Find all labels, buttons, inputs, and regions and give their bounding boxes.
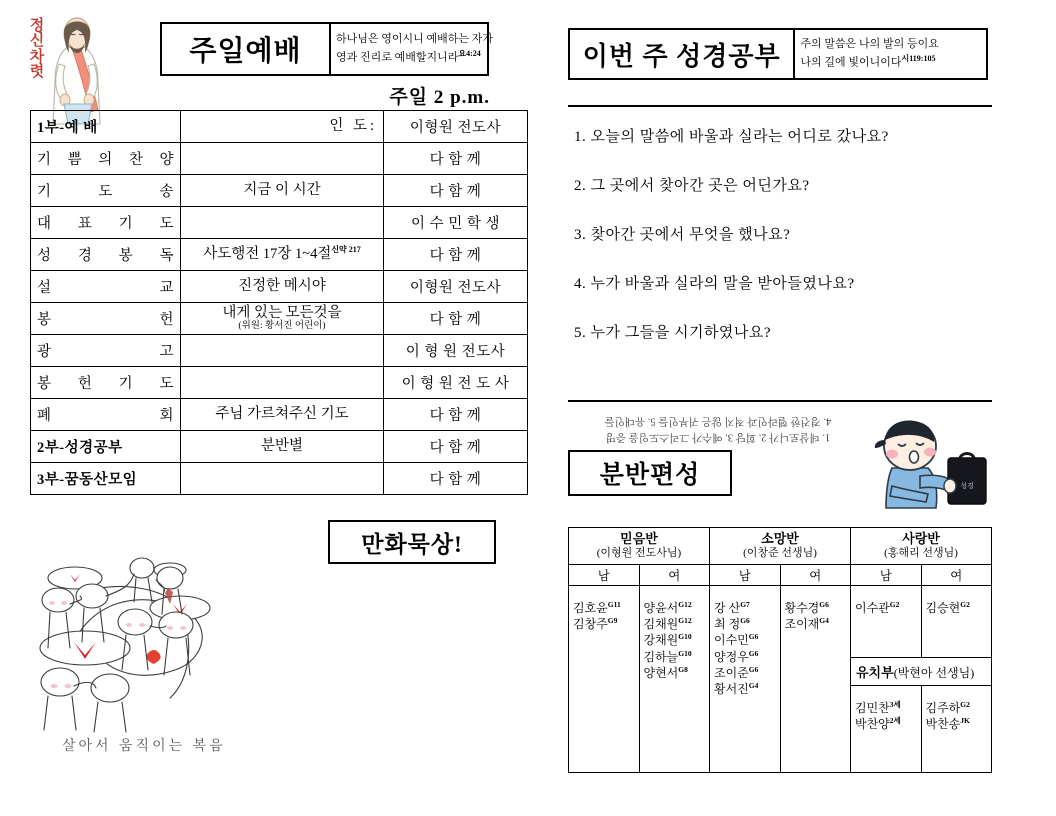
worship-detail-text: 진정한 메시야: [238, 277, 326, 294]
student-entry: [926, 600, 988, 616]
class-group-name: 소망반: [761, 531, 799, 546]
student-entry: [714, 600, 776, 616]
student-grade: G6: [748, 664, 759, 674]
worship-item-detail: [181, 271, 384, 303]
boy-with-bible-illustration: [862, 412, 994, 517]
worship-order-row: [31, 207, 528, 239]
bible-verse-line2-wrap: [800, 53, 981, 72]
student-grade: G2: [889, 600, 900, 609]
bible-study-question: 5. 누가 그들을 시기하였나요?: [574, 325, 772, 341]
answers-line-1: 1. 데살로니가 2. 회당 3. 예수가 그리스도임을 증명: [605, 431, 831, 443]
student-entry: [926, 700, 988, 716]
student-entry: [855, 716, 917, 732]
sunday-service-title: 주일예배: [189, 36, 302, 67]
worship-item-label: [37, 276, 174, 297]
kindergarten-student-list: [921, 686, 992, 773]
student-grade: JK: [960, 716, 970, 726]
worship-detail-note: (위원: 황서진 어린이): [238, 320, 326, 331]
student-name: 김주하: [925, 701, 961, 715]
student-grade: 3세: [889, 700, 901, 709]
worship-item-name: [31, 399, 181, 431]
class-group-header: [710, 528, 851, 565]
student-name: 양현서: [643, 665, 679, 680]
class-names-row: [569, 586, 992, 658]
worship-item-label: [37, 308, 174, 329]
student-entry: [644, 600, 706, 616]
student-grade: G4: [748, 680, 759, 690]
attention-label: [27, 18, 47, 79]
attention-char-1: 정: [29, 16, 45, 34]
student-name: 김하늘: [643, 649, 679, 664]
worship-order-table: [30, 110, 528, 495]
student-grade: G10: [678, 648, 692, 658]
student-entry: [785, 616, 847, 632]
student-entry: [644, 616, 706, 632]
student-entry: [573, 600, 635, 616]
worship-order-row: [31, 239, 528, 271]
student-entry: [644, 632, 706, 648]
worship-item-person: 이 형 원 전 도 사: [384, 367, 528, 399]
student-name: 김승현: [925, 601, 961, 615]
worship-item-char: 독: [159, 248, 174, 264]
student-name: 이수민: [714, 633, 749, 648]
worship-item-char: 설: [37, 280, 52, 296]
worship-item-person: 다 함 께: [384, 463, 528, 495]
worship-item-detail: [181, 335, 384, 367]
worship-detail-text: 지금 이 시간: [243, 181, 321, 198]
worship-item-label: [37, 340, 174, 361]
worship-order-row: [31, 303, 528, 335]
worship-item-name: 1부-예 배: [31, 111, 181, 143]
worship-item-detail: [181, 111, 384, 143]
bible-study-question: 1. 오늘의 말씀에 바울과 실라는 어디로 갔나요?: [574, 129, 889, 145]
bible-study-question: 4. 누가 바울과 실라의 말을 받아들였나요?: [574, 276, 855, 292]
bible-study-answers: [568, 413, 868, 445]
worship-item-detail: [181, 303, 384, 335]
student-name: 이수관: [855, 601, 890, 615]
student-grade: G12: [678, 600, 692, 609]
worship-item-char: 찬: [128, 152, 144, 168]
worship-order-row: [31, 143, 528, 175]
worship-item-name: [31, 303, 181, 335]
worship-item-detail: [181, 239, 384, 271]
student-name: 김호윤: [573, 601, 608, 615]
student-grade: G8: [678, 664, 688, 674]
bible-study-question: 2. 그 곳에서 찾아간 곳은 어딘가요?: [574, 178, 810, 194]
worship-item-name: 3부-꿈동산모임: [31, 463, 181, 495]
worship-order-body: [31, 111, 528, 495]
bible-study-question: 3. 찾아간 곳에서 무엇을 했나요?: [574, 227, 791, 243]
sunday-service-title-box: [160, 22, 494, 76]
worship-item-char: 기: [118, 376, 134, 392]
cartoon-illustration: [30, 530, 330, 740]
worship-item-detail: [181, 143, 384, 175]
worship-item-char: 도: [159, 216, 174, 232]
student-grade: G4: [819, 616, 829, 626]
class-assignment-title: 분반편성: [599, 462, 701, 489]
worship-item-name: [31, 335, 181, 367]
class-group-header: [569, 528, 710, 565]
bible-verse-line1: 주의 말씀은 나의 발의 등이요: [800, 37, 939, 50]
worship-order-row: [31, 335, 528, 367]
worship-item-label: [37, 148, 174, 169]
worship-item-char: 폐: [37, 408, 52, 424]
student-name: 최 정: [714, 617, 741, 632]
kindergarten-teacher: (박현아 선생님): [893, 666, 975, 680]
bible-verse-line2: 나의 길에 빛이니이다: [800, 56, 902, 69]
attention-char-2: 신: [29, 31, 45, 50]
student-grade: 2세: [889, 716, 901, 726]
worship-item-person: 이 형 원 전도사: [384, 335, 528, 367]
class-gender-header: 남: [851, 565, 922, 586]
student-grade: G12: [678, 616, 692, 626]
student-name: 김창주: [573, 617, 608, 632]
worship-item-detail: [181, 367, 384, 399]
student-entry: [714, 665, 776, 681]
worship-order-row: [31, 463, 528, 495]
cartoon-caption: 살아서 움직이는 복음: [62, 738, 226, 754]
worship-order-row: [31, 399, 528, 431]
attention-char-4: 렷: [29, 61, 45, 80]
worship-item-label: [37, 404, 174, 425]
worship-item-char: 봉: [37, 312, 52, 328]
class-assignment-title-box: [568, 450, 732, 496]
class-student-list: [851, 586, 922, 658]
worship-item-char: 교: [159, 280, 174, 296]
worship-item-char: 봉: [37, 376, 52, 392]
kindergarten-name: 유치부: [856, 665, 894, 680]
worship-item-char: 의: [98, 152, 113, 168]
class-student-list: [710, 586, 781, 773]
student-entry: [573, 616, 635, 632]
worship-item-detail: [181, 463, 384, 495]
worship-item-label: [37, 244, 174, 265]
student-name: 강채원: [643, 633, 679, 648]
bible-verse-ref: 시119:105: [901, 53, 936, 63]
class-assignment-body: [569, 528, 992, 773]
student-name: 박찬양: [855, 717, 890, 732]
bible-study-questions: [574, 125, 994, 370]
worship-item-char: 회: [159, 408, 174, 424]
worship-order-row: [31, 367, 528, 399]
worship-leader-label: 인 도:: [329, 117, 377, 134]
sunday-verse-line2: 영과 진리로 예배할지니라: [336, 51, 459, 64]
cartoon-meditation-title: 만화묵상!: [361, 531, 463, 557]
student-name: 강 산: [714, 601, 741, 615]
student-grade: G6: [819, 600, 829, 609]
worship-order-row: [31, 431, 528, 463]
worship-item-char: 도: [98, 184, 113, 200]
class-group-teacher: (홍해리 선생님): [884, 547, 958, 560]
student-grade: G10: [678, 632, 692, 642]
student-entry: [714, 616, 776, 632]
worship-item-person: 다 함 께: [384, 399, 528, 431]
student-grade: G6: [748, 632, 759, 642]
student-name: 양정우: [714, 649, 749, 664]
class-gender-header-row: [569, 565, 992, 586]
worship-detail-reference: 신약 217: [331, 245, 361, 255]
divider-top: [568, 105, 992, 107]
class-student-list: [639, 586, 710, 773]
student-grade: G6: [740, 616, 750, 626]
student-grade: G9: [607, 616, 618, 626]
service-time: 주일 2 p.m.: [389, 87, 490, 108]
class-group-header: [851, 528, 992, 565]
worship-item-char: 송: [159, 184, 174, 200]
student-name: 박찬송: [925, 717, 961, 732]
worship-item-char: 고: [159, 344, 174, 360]
worship-item-char: 표: [77, 216, 93, 232]
sunday-service-verse: [329, 24, 494, 74]
worship-item-char: 성: [37, 248, 52, 264]
answers-line-2: 4. 경건한 헬라인과 적지 않은 귀부인들 5. 유대인들: [604, 415, 832, 427]
student-name: 황서진: [714, 681, 749, 696]
divider-bottom: [568, 400, 992, 402]
worship-item-char: 헌: [77, 376, 93, 392]
student-entry: [644, 665, 706, 681]
student-grade: G6: [748, 648, 759, 658]
bible-study-title: 이번 주 성경공부: [582, 41, 781, 71]
worship-item-char: 경: [77, 248, 93, 264]
class-gender-header: 남: [569, 565, 640, 586]
worship-item-name: [31, 239, 181, 271]
sunday-verse-ref: 요4:24: [458, 48, 481, 58]
class-gender-header: 여: [921, 565, 992, 586]
worship-item-label: [37, 212, 174, 233]
class-group-teacher: (이형원 전도사님): [596, 547, 682, 560]
sunday-verse-line1: 하나님은 영이시니 예배하는 자가: [336, 32, 494, 45]
cartoon-meditation-title-box: [328, 520, 496, 564]
bible-study-verse: [793, 30, 986, 78]
worship-detail-text: 내게 있는 모든것을: [222, 305, 342, 322]
worship-item-char: 기: [37, 184, 52, 200]
worship-item-name: [31, 143, 181, 175]
worship-item-detail: [181, 431, 384, 463]
worship-item-person: 이 수 민 학 생: [384, 207, 528, 239]
worship-item-label: [37, 372, 174, 393]
student-entry: [714, 681, 776, 697]
worship-item-char: 헌: [159, 312, 174, 328]
worship-item-person: 다 함 께: [384, 431, 528, 463]
worship-item-person: 다 함 께: [384, 303, 528, 335]
student-entry: [644, 649, 706, 665]
class-gender-header: 여: [639, 565, 710, 586]
student-entry: [714, 649, 776, 665]
svg-text:성경: 성경: [960, 482, 974, 490]
worship-item-char: 광: [37, 344, 52, 360]
class-group-name: 사랑반: [902, 531, 940, 546]
student-name: 조이준: [714, 665, 749, 680]
student-name: 조이재: [784, 617, 820, 632]
worship-item-label: [37, 180, 174, 201]
worship-item-name: [31, 175, 181, 207]
worship-item-person: 이형원 전도사: [384, 271, 528, 303]
worship-item-char: 도: [159, 376, 174, 392]
student-grade: G2: [960, 600, 970, 609]
worship-item-char: 기: [37, 152, 52, 168]
worship-detail-text: 분반별: [260, 437, 304, 454]
worship-item-detail: [181, 175, 384, 207]
student-entry: [785, 600, 847, 616]
worship-item-person: 다 함 께: [384, 239, 528, 271]
worship-item-name: 2부-성경공부: [31, 431, 181, 463]
class-student-list: [780, 586, 851, 773]
worship-item-char: 기: [118, 216, 134, 232]
kindergarten-header: [851, 658, 992, 686]
class-group-name: 믿음반: [620, 531, 658, 546]
worship-order-row: [31, 271, 528, 303]
class-student-list: [569, 586, 640, 773]
class-group-teacher: (이창준 선생님): [743, 547, 817, 560]
worship-item-detail: [181, 399, 384, 431]
bible-study-title-box: [568, 28, 988, 80]
worship-item-person: 다 함 께: [384, 143, 528, 175]
worship-item-char: 쁨: [67, 152, 83, 168]
worship-item-detail: [181, 207, 384, 239]
student-entry: [714, 632, 776, 648]
class-gender-header: 남: [710, 565, 781, 586]
student-name: 황수경: [784, 601, 820, 615]
class-student-list: [921, 586, 992, 658]
class-assignment-table: [568, 527, 992, 773]
student-grade: G7: [740, 600, 750, 609]
student-entry: [855, 600, 917, 616]
student-entry: [855, 700, 917, 716]
sunday-verse-line2-wrap: [336, 48, 482, 67]
kindergarten-student-list: [851, 686, 922, 773]
worship-order-row: [31, 175, 528, 207]
worship-item-char: 양: [159, 152, 174, 168]
student-name: 김민찬: [855, 701, 890, 715]
worship-item-char: 봉: [118, 248, 134, 264]
worship-item-name: [31, 207, 181, 239]
student-name: 김채원: [643, 617, 679, 632]
worship-item-name: [31, 367, 181, 399]
worship-item-char: 대: [37, 216, 52, 232]
class-group-header-row: [569, 528, 992, 565]
worship-item-person: 이형원 전도사: [384, 111, 528, 143]
worship-detail-text: 주님 가르쳐주신 기도: [215, 405, 349, 422]
student-name: 양윤서: [643, 601, 679, 615]
worship-detail-text: 사도행전 17장 1~4절: [203, 246, 332, 263]
attention-char-3: 차: [29, 46, 45, 65]
worship-order-row: [31, 111, 528, 143]
worship-item-person: 다 함 께: [384, 175, 528, 207]
student-entry: [926, 716, 988, 732]
student-grade: G11: [607, 600, 621, 609]
class-gender-header: 여: [780, 565, 851, 586]
student-grade: G2: [960, 700, 970, 709]
worship-item-name: [31, 271, 181, 303]
